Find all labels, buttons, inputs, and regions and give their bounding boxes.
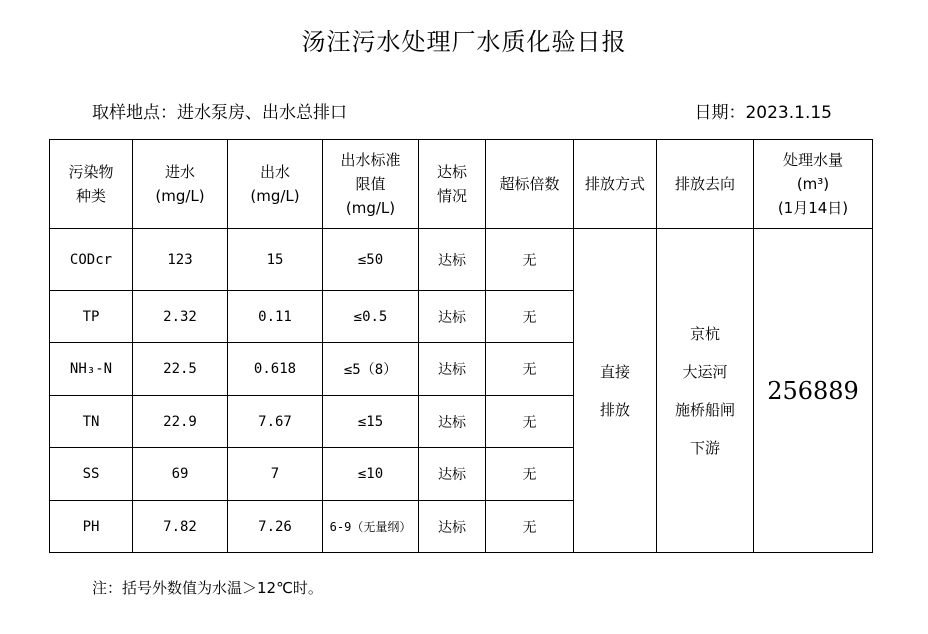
inflow-value: 7.82 — [133, 501, 228, 553]
outflow-value: 7.67 — [228, 396, 323, 448]
pollutant-name: SS — [50, 448, 133, 501]
water-quality-table — [49, 139, 873, 553]
inflow-value: 2.32 — [133, 291, 228, 343]
footnote: 注：括号外数值为水温＞12℃时。 — [92, 579, 323, 597]
status-value: 达标 — [419, 501, 486, 553]
inflow-value: 69 — [133, 448, 228, 501]
inflow-value: 22.5 — [133, 343, 228, 396]
header-exceed: 超标倍数 — [486, 140, 574, 229]
discharge-method: 直接 排放 — [574, 229, 657, 553]
exceed-value: 无 — [486, 501, 574, 553]
outflow-value: 7.26 — [228, 501, 323, 553]
discharge-destination: 京杭 大运河 施桥船闸 下游 — [657, 229, 754, 553]
pollutant-name: TP — [50, 291, 133, 343]
header-limit: 出水标准 限值 (mg/L) — [323, 140, 419, 229]
exceed-value: 无 — [486, 291, 574, 343]
exceed-value: 无 — [486, 448, 574, 501]
header-volume: 处理水量 (m³) (1月14日) — [754, 140, 873, 229]
exceed-value: 无 — [486, 343, 574, 396]
header-discharge-method: 排放方式 — [574, 140, 657, 229]
limit-value: 6-9（无量纲） — [323, 501, 419, 553]
pollutant-name: PH — [50, 501, 133, 553]
sampling-site: 取样地点：进水泵房、出水总排口 — [92, 103, 347, 123]
inflow-value: 123 — [133, 229, 228, 291]
header-status: 达标 情况 — [419, 140, 486, 229]
report-title: 汤汪污水处理厂水质化验日报 — [301, 28, 627, 56]
exceed-value: 无 — [486, 229, 574, 291]
inflow-value: 22.9 — [133, 396, 228, 448]
header-outflow: 出水 (mg/L) — [228, 140, 323, 229]
report-date: 日期：2023.1.15 — [694, 103, 832, 123]
limit-value: ≤50 — [323, 229, 419, 291]
outflow-value: 0.11 — [228, 291, 323, 343]
header-inflow: 进水 (mg/L) — [133, 140, 228, 229]
exceed-value: 无 — [486, 396, 574, 448]
pollutant-name: CODcr — [50, 229, 133, 291]
limit-value: ≤0.5 — [323, 291, 419, 343]
limit-value: ≤15 — [323, 396, 419, 448]
status-value: 达标 — [419, 448, 486, 501]
table-row — [50, 229, 873, 291]
outflow-value: 0.618 — [228, 343, 323, 396]
pollutant-name: TN — [50, 396, 133, 448]
header-row — [50, 140, 873, 229]
limit-value: ≤10 — [323, 448, 419, 501]
status-value: 达标 — [419, 343, 486, 396]
status-value: 达标 — [419, 229, 486, 291]
pollutant-name: NH₃-N — [50, 343, 133, 396]
limit-value: ≤5（8） — [323, 343, 419, 396]
status-value: 达标 — [419, 396, 486, 448]
outflow-value: 7 — [228, 448, 323, 501]
treated-volume: 256889 — [754, 229, 873, 553]
outflow-value: 15 — [228, 229, 323, 291]
header-pollutant: 污染物 种类 — [50, 140, 133, 229]
status-value: 达标 — [419, 291, 486, 343]
header-discharge-dest: 排放去向 — [657, 140, 754, 229]
